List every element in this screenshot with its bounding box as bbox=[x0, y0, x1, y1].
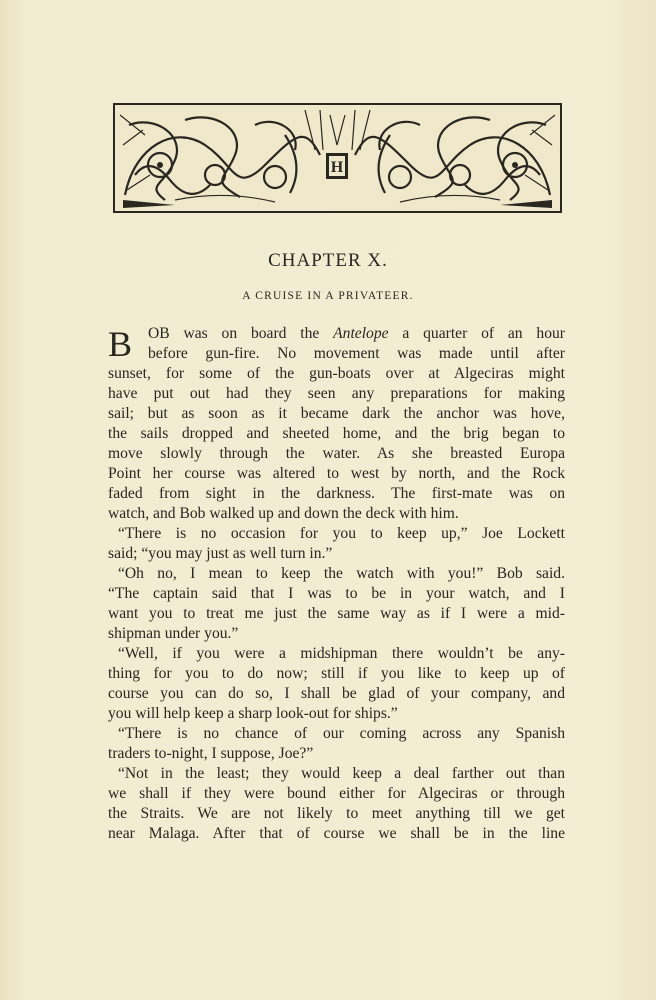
text-line bbox=[108, 524, 565, 544]
text-segment: Point her course was altered to west by north, and the Rock bbox=[108, 465, 565, 482]
text-segment: said; “you may just as well turn in.” bbox=[108, 545, 333, 562]
text-line bbox=[108, 424, 565, 444]
text-segment: watch, and Bob walked up and down the deck with him. bbox=[108, 505, 459, 522]
chapter-subtitle: A CRUISE IN A PRIVATEER. bbox=[242, 290, 414, 302]
text-segment: traders to-night, I suppose, Joe?” bbox=[108, 745, 314, 762]
text-line bbox=[108, 324, 565, 344]
headpiece-letter: H bbox=[330, 159, 344, 176]
chapter-body bbox=[108, 324, 565, 844]
text-line bbox=[108, 404, 565, 424]
text-line bbox=[108, 564, 565, 584]
text-segment: “There is no chance of our coming across any Spanish bbox=[118, 725, 565, 742]
text-segment: the Straits. We are not likely to meet anything till we get bbox=[108, 805, 565, 822]
text-segment: sail; but as soon as it became dark the anchor was hove, bbox=[108, 405, 565, 422]
text-line bbox=[108, 544, 565, 564]
text-line bbox=[108, 484, 565, 504]
text-segment: the sails dropped and sheeted home, and the brig began to bbox=[108, 425, 565, 442]
text-segment: you will help keep a sharp look-out for ships.” bbox=[108, 705, 398, 722]
text-segment: “There is no occasion for you to keep up,” Joe Lockett bbox=[118, 525, 565, 542]
headpiece-ornament-icon bbox=[115, 105, 560, 211]
text-line bbox=[108, 344, 565, 364]
text-segment: we shall if they were bound either for Algeciras or through bbox=[108, 785, 565, 802]
text-segment: course you can do so, I shall be glad of your company, and bbox=[108, 685, 565, 702]
text-line bbox=[108, 804, 565, 824]
text-segment: thing for you to do now; still if you like to keep up of bbox=[108, 665, 565, 682]
drop-cap: B bbox=[108, 324, 133, 364]
text-segment: a quarter of an hour bbox=[388, 325, 565, 342]
text-segment: faded from sight in the darkness. The first-mate was on bbox=[108, 485, 565, 502]
text-line bbox=[108, 644, 565, 664]
text-segment: shipman under you.” bbox=[108, 625, 239, 642]
text-line bbox=[108, 364, 565, 384]
text-segment: have put out had they seen any preparations for making bbox=[108, 385, 565, 402]
ornamental-headpiece bbox=[113, 103, 562, 213]
italic-ship-name: Antelope bbox=[333, 325, 389, 342]
text-line bbox=[108, 604, 565, 624]
text-line bbox=[108, 784, 565, 804]
text-segment: “Not in the least; they would keep a deal farther out than bbox=[118, 765, 565, 782]
text-line bbox=[108, 744, 565, 764]
text-line bbox=[108, 444, 565, 464]
text-segment: “Well, if you were a midshipman there wouldn’t be any- bbox=[118, 645, 565, 662]
text-line bbox=[108, 724, 565, 744]
text-line bbox=[108, 584, 565, 604]
text-segment: “The captain said that I was to be in your watch, and I bbox=[108, 585, 565, 602]
text-line bbox=[108, 464, 565, 484]
text-line bbox=[108, 764, 565, 784]
text-segment: “Oh no, I mean to keep the watch with you!” Bob said. bbox=[118, 565, 565, 582]
text-line bbox=[108, 684, 565, 704]
text-segment: near Malaga. After that of course we shall be in the line bbox=[108, 825, 565, 842]
chapter-title: CHAPTER X. bbox=[268, 250, 388, 271]
text-line bbox=[108, 384, 565, 404]
text-segment: sunset, for some of the gun-boats over at Algeciras might bbox=[108, 365, 565, 382]
text-line bbox=[108, 704, 565, 724]
text-segment: OB was on board the bbox=[148, 325, 334, 342]
text-segment: move slowly through the water. As she breasted Europa bbox=[108, 445, 565, 462]
text-segment: want you to treat me just the same way as if I were a mid- bbox=[108, 605, 565, 622]
text-line bbox=[108, 504, 565, 524]
text-line bbox=[108, 624, 565, 644]
text-line bbox=[108, 664, 565, 684]
text-line bbox=[108, 824, 565, 844]
text-segment: before gun-fire. No movement was made until after bbox=[148, 345, 565, 362]
